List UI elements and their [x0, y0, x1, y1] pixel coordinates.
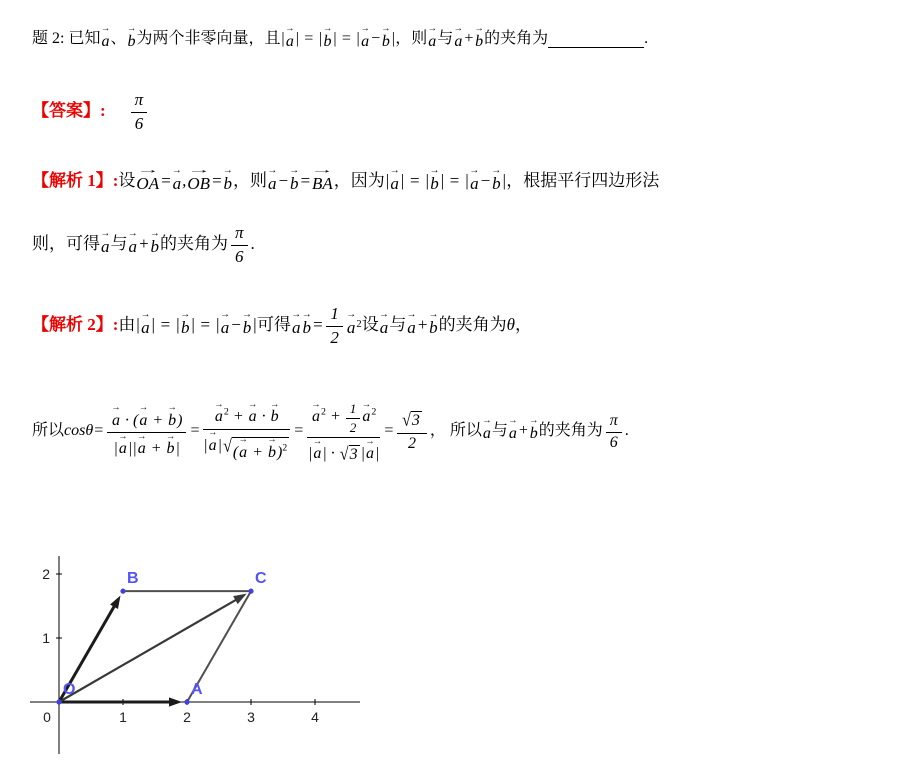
point-dot-O	[56, 699, 61, 704]
fraction	[231, 221, 248, 266]
text-fragment: 则，可得	[32, 234, 100, 254]
vector-b: → b	[222, 173, 233, 194]
fraction	[131, 88, 148, 133]
text-fragment: 所以	[32, 422, 65, 439]
math-fragment: |	[203, 436, 208, 454]
math-fragment: ·	[257, 408, 270, 426]
vector-OA: → OA	[135, 173, 160, 194]
math-fragment: ,	[182, 171, 187, 191]
vector-OB-arrowhead	[110, 595, 120, 609]
square-root: √ (→ a + → b)$^2$	[223, 437, 289, 462]
vector-b: → b	[301, 317, 312, 338]
math-fragment: θ	[85, 422, 94, 439]
cosine-derivation-line	[32, 380, 629, 482]
point-label-B: B	[127, 570, 139, 588]
text-fragment: 可得	[256, 315, 291, 335]
math-fragment: (	[232, 443, 239, 461]
blank-underline	[548, 31, 644, 48]
math-fragment: |	[374, 445, 380, 463]
math-fragment: | ·	[322, 445, 339, 463]
vector-parallelogram-diagram	[24, 548, 380, 762]
math-fragment: =	[383, 422, 395, 439]
vector-b: → b	[180, 317, 191, 338]
math-fragment: |	[307, 445, 313, 463]
math-fragment: +	[228, 408, 248, 426]
x-tick-label-4: 4	[311, 709, 319, 725]
vector-a: → a	[128, 236, 139, 257]
math-fragment: =	[160, 171, 172, 191]
y-tick-label-1: 1	[42, 630, 50, 646]
vector-b: → b	[491, 173, 502, 194]
vector-a: → a	[379, 317, 390, 338]
text-fragment: ，根据平行四边形法	[506, 171, 660, 191]
math-fragment: −	[277, 171, 289, 191]
vector-a: → a	[172, 173, 183, 194]
math-fragment: |	[252, 315, 257, 335]
square-root: √ 3	[402, 411, 420, 431]
math-fragment: |	[280, 30, 285, 47]
fraction	[203, 400, 290, 462]
analysis2-line: 【解析 2】: 由 | → a | = | → b | = | → a − → b | 可得 → a → b = $\frac{1}{2}$ → a 2 设 → a 与 → a + → b 的夹角为 θ ，	[32, 292, 532, 358]
point-dot-C	[248, 589, 253, 594]
math-fragment: | = |	[399, 171, 430, 191]
x-tick-label-2: 2	[183, 709, 191, 725]
math-fragment: |	[384, 171, 390, 191]
vector-a: → a	[118, 440, 128, 458]
vector-b: → b	[429, 173, 440, 194]
text-fragment: 与	[437, 30, 454, 47]
math-fragment: |	[175, 440, 180, 457]
vector-b: → b	[381, 32, 391, 52]
vector-b: → b	[149, 236, 160, 257]
origin-tick-label: 0	[43, 709, 51, 725]
vector-b: → b	[322, 32, 332, 52]
math-fragment: =	[93, 422, 104, 439]
vector-b: → b	[428, 317, 439, 338]
text-fragment: 的夹角为	[438, 315, 507, 335]
text-fragment: 设	[118, 171, 136, 191]
vector-b: → b	[270, 408, 280, 426]
vector-b: → b	[242, 317, 253, 338]
answer-line	[32, 84, 150, 138]
math-fragment: +	[148, 411, 168, 429]
text-fragment: ，因为	[333, 171, 385, 191]
vector-a: → a	[346, 317, 357, 338]
math-fragment: 2	[408, 434, 416, 452]
text-fragment: 由	[118, 315, 136, 335]
x-tick-label-3: 3	[247, 709, 255, 725]
math-fragment: −	[230, 315, 242, 335]
superscript: 2	[321, 406, 326, 418]
math-fragment: |	[360, 445, 365, 463]
vector-a: → a	[111, 412, 121, 430]
vector-a: → a	[360, 32, 370, 52]
math-fragment: )	[177, 411, 183, 429]
vector-a: → a	[361, 408, 371, 426]
text-fragment: .	[624, 422, 629, 439]
math-fragment: ||	[127, 440, 137, 457]
math-fragment: =	[189, 422, 201, 439]
math-fragment: | = |	[439, 171, 470, 191]
analysis1-line1	[32, 156, 659, 206]
vector-a: → a	[406, 317, 417, 338]
vector-OC	[59, 597, 241, 702]
vector-a: → a	[469, 173, 480, 194]
math-fragment: 1	[330, 304, 339, 324]
vector-a: → a	[208, 437, 218, 455]
fraction	[107, 404, 186, 459]
math-fragment: 6	[235, 247, 244, 266]
math-fragment: 2	[349, 420, 357, 436]
vector-a: → a	[427, 32, 437, 52]
math-fragment: +	[517, 422, 529, 439]
vector-a: → a	[137, 440, 147, 458]
math-fragment: π	[234, 223, 244, 243]
fraction	[397, 409, 427, 453]
math-fragment: )	[276, 443, 283, 461]
text-fragment: 的夹角为	[159, 234, 228, 254]
vector-b: → b	[267, 444, 277, 462]
text-fragment: 的夹角为	[484, 30, 549, 47]
math-fragment: =	[299, 171, 311, 191]
math-fragment: +	[416, 315, 429, 335]
math-fragment: |	[113, 440, 118, 457]
vector-OA-arrowhead	[169, 697, 182, 706]
analysis1-line2	[32, 214, 255, 274]
vector-a: → a	[100, 236, 111, 257]
vector-b: → b	[474, 32, 484, 52]
heading-label: 【解析 1】:	[32, 171, 119, 191]
vector-a: → a	[214, 408, 224, 426]
superscript: 2	[371, 406, 377, 418]
text-fragment: 与	[110, 234, 128, 254]
superscript: 2	[282, 442, 288, 454]
fraction	[606, 410, 622, 453]
vector-a: → a	[238, 444, 248, 462]
vector-a: → a	[100, 32, 110, 52]
vector-a: → a	[389, 173, 400, 194]
text-fragment: 为两个非零向量，且	[136, 30, 281, 47]
vector-a: → a	[365, 445, 375, 463]
vector-a: → a	[248, 408, 258, 426]
math-fragment: π	[134, 90, 144, 110]
math-fragment: 3	[411, 412, 420, 430]
vector-a: → a	[312, 445, 322, 463]
text-fragment: ，则	[232, 171, 267, 191]
math-fragment: 3	[349, 446, 358, 464]
vector-diagram-svg	[24, 548, 380, 762]
math-fragment: | = |	[294, 30, 323, 47]
math-fragment: | = |	[150, 315, 180, 335]
fraction	[346, 399, 361, 435]
vector-a: → a	[453, 32, 463, 52]
superscript: 2	[223, 406, 229, 418]
vector-b: → b	[167, 412, 177, 430]
text-fragment: ， 所以	[429, 422, 482, 439]
math-fragment: |	[390, 30, 396, 47]
math-fragment: =	[211, 171, 223, 191]
text-fragment: ，	[515, 315, 533, 335]
vector-a: → a	[138, 412, 148, 430]
math-fragment: cos	[64, 422, 86, 439]
math-fragment: +	[146, 440, 166, 457]
text-fragment: 的夹角为	[538, 422, 603, 439]
heading-label: 【答案】:	[32, 101, 106, 121]
math-fragment: +	[326, 407, 345, 425]
math-fragment: +	[463, 30, 475, 47]
point-dot-B	[120, 589, 125, 594]
math-fragment: |	[135, 315, 141, 335]
point-label-C: C	[255, 570, 267, 588]
vector-BA: → BA	[311, 173, 334, 194]
fraction	[307, 397, 380, 465]
text-fragment: 题 2: 已知	[32, 30, 101, 47]
point-dot-A	[184, 699, 189, 704]
y-tick-label-2: 2	[42, 566, 50, 582]
vector-a: → a	[508, 424, 518, 444]
math-fragment: |	[501, 171, 507, 191]
math-fragment: | = |	[190, 315, 220, 335]
vector-a: → a	[311, 408, 321, 426]
math-fragment: · (	[121, 411, 139, 429]
math-fragment: 1	[349, 401, 357, 417]
fraction	[326, 302, 343, 347]
point-label-A: A	[191, 681, 203, 698]
math-fragment: 6	[134, 114, 144, 133]
heading-label: 【解析 2】:	[32, 315, 119, 335]
math-fragment: =	[293, 422, 305, 439]
vector-a: → a	[291, 317, 302, 338]
vector-a: → a	[285, 32, 295, 52]
math-fragment: +	[138, 234, 150, 254]
vector-OB: → OB	[186, 173, 211, 194]
text-fragment: 与	[491, 422, 508, 439]
math-fragment: +	[248, 443, 267, 461]
text-fragment: 设	[361, 315, 379, 335]
vector-a: → a	[482, 424, 492, 444]
vector-b: → b	[166, 440, 176, 458]
vector-a: → a	[267, 173, 278, 194]
vector-b: → b	[289, 173, 300, 194]
square-root: √ 3	[339, 445, 358, 465]
x-tick-label-1: 1	[119, 709, 127, 725]
text-fragment: .	[250, 234, 255, 254]
vector-b: → b	[126, 32, 136, 52]
math-fragment: =	[311, 315, 324, 335]
point-label-O: O	[63, 681, 76, 698]
problem-statement	[32, 16, 648, 62]
vector-a: → a	[140, 317, 151, 338]
vector-b: → b	[529, 424, 539, 444]
math-fragment: |	[217, 436, 223, 454]
text-fragment: .	[644, 30, 649, 47]
text-fragment: ，则	[395, 30, 428, 47]
math-fragment: θ	[506, 315, 516, 335]
text-fragment: 、	[110, 30, 127, 47]
text-fragment: 与	[389, 315, 407, 335]
math-fragment: π	[609, 411, 618, 429]
math-fragment: 2	[330, 328, 339, 347]
vector-a: → a	[220, 317, 231, 338]
math-fragment: 6	[609, 434, 618, 451]
math-fragment: | = |	[332, 30, 361, 47]
math-fragment: −	[370, 30, 381, 47]
math-fragment: −	[479, 171, 492, 191]
